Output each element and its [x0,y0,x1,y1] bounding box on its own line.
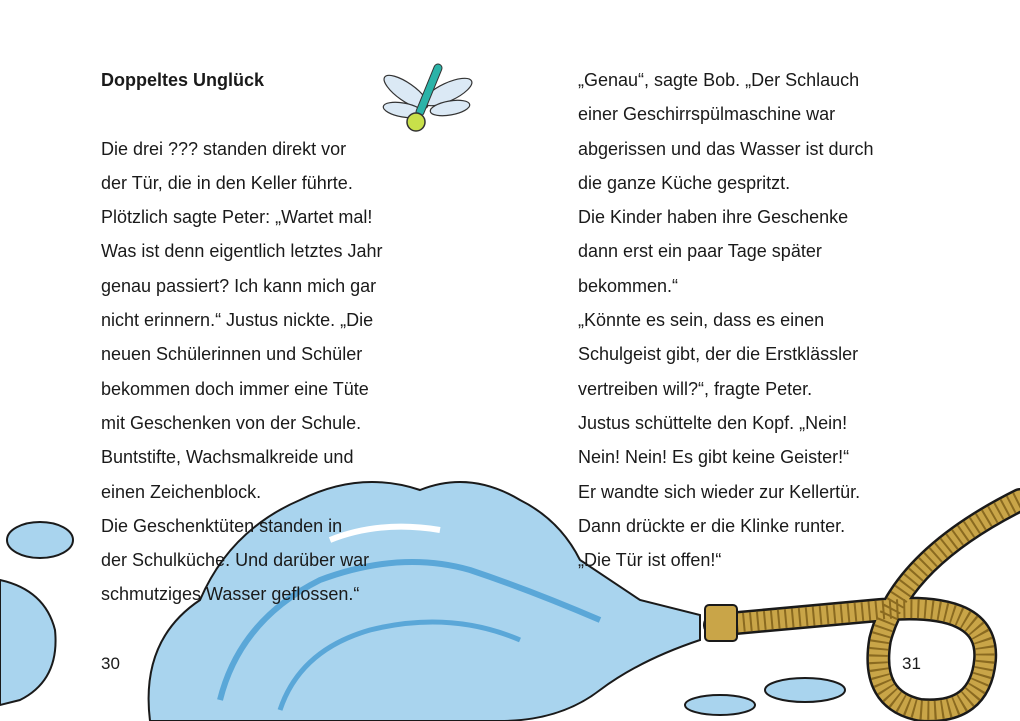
text-line: Buntstifte, Wachsmalkreide und [101,447,354,468]
chapter-title: Doppeltes Unglück [101,70,265,90]
text-line: Die drei ??? standen direkt vor [101,138,347,159]
text-line: dann erst ein paar Tage später [578,241,822,262]
text-line: mit Geschenken von der Schule. [101,412,362,433]
text-line: schmutziges Wasser geflossen.“ [101,584,360,605]
text-line: genau passiert? Ich kann mich gar [101,275,377,296]
hose-nozzle [705,605,737,641]
page-number-right: 31 [902,654,921,673]
text-line: Dann drückte er die Klinke runter. [578,515,846,536]
puddle [765,678,845,702]
text-line: „Die Tür ist offen!“ [578,550,722,571]
text-line: Plötzlich sagte Peter: „Wartet mal! [101,207,373,228]
right-page-text [578,63,873,577]
left-page-text [101,63,382,612]
text-line: die ganze Küche gespritzt. [578,172,791,193]
text-line: vertreiben will?“, fragte Peter. [578,378,813,399]
text-line: der Tür, die in den Keller führte. [101,172,353,193]
text-line: der Schulküche. Und darüber war [101,550,370,571]
text-line: Was ist denn eigentlich letztes Jahr [101,241,383,262]
page-number-left: 30 [101,654,120,673]
text-line: „Genau“, sagte Bob. „Der Schlauch [578,70,860,90]
text-line: neuen Schülerinnen und Schüler [101,344,363,365]
text-line: Justus schüttelte den Kopf. „Nein! [578,412,848,433]
text-line: einen Zeichenblock. [101,481,262,502]
puddle [0,580,56,705]
text-line: einer Geschirrspülmaschine war [578,104,836,125]
text-line: Nein! Nein! Es gibt keine Geister!“ [578,447,850,468]
puddle [7,522,73,558]
dragonfly-icon [378,62,474,140]
text-line: nicht erinnern.“ Justus nickte. „Die [101,310,374,331]
text-line: bekommen.“ [578,275,679,296]
text-line: Schulgeist gibt, der die Erstklässler [578,344,859,365]
text-line: Er wandte sich wieder zur Kellertür. [578,481,861,502]
text-line: Die Kinder haben ihre Geschenke [578,207,849,228]
text-line: „Könnte es sein, dass es einen [578,310,825,331]
text-line: abgerissen und das Wasser ist durch [578,138,874,159]
puddle [685,695,755,715]
text-line: bekommen doch immer eine Tüte [101,378,369,399]
text-line: Die Geschenktüten standen in [101,515,343,536]
